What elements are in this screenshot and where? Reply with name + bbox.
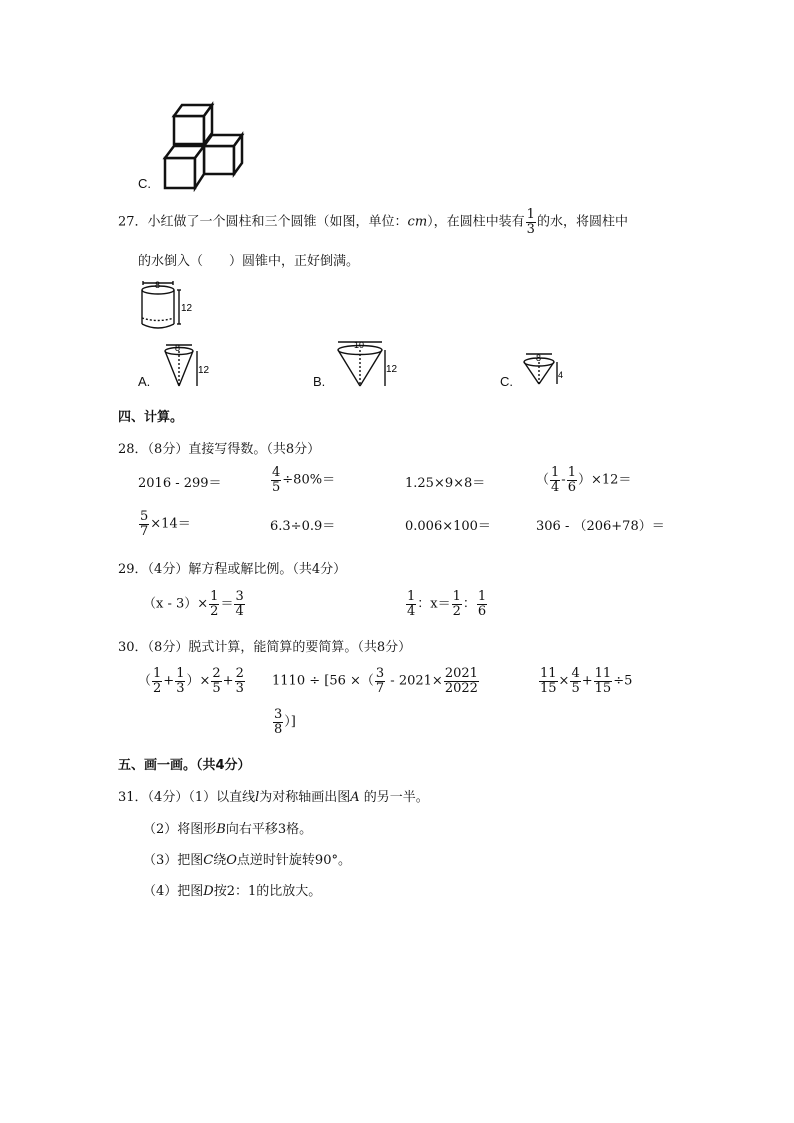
q28-expr-5: $\frac{5}{7}$ ×14＝ xyxy=(140,509,191,539)
q30-expr-b: 1110 ÷ [56 ×（ $\frac{3}{7}$ - 2021× $\frac{2021}{2022}$ xyxy=(272,666,478,696)
q27-line1: 27．小红做了一个圆柱和三个圆锥（如图，单位：cm），在圆柱中装有 $\frac{1}{3}$ 的水，将圆柱中 xyxy=(118,207,628,237)
q30-expr-a: （ $\frac{1}{2}$ + $\frac{1}{3}$ ）× $\frac{2}{5}$ + $\frac{2}{3}$ xyxy=(138,666,244,696)
q28-expr-8: 306 - （206+78）＝ xyxy=(536,519,665,534)
cone-c-diameter: 8 xyxy=(536,353,542,363)
q28-expr-2: $\frac{4}{5}$ ÷80%＝ xyxy=(272,465,336,495)
cylinder-figure xyxy=(135,280,195,332)
cone-a-figure xyxy=(160,343,220,391)
q30-expr-b-cont: $\frac{3}{8}$ ）] xyxy=(274,707,296,737)
q27-line2: 的水倒入（ ）圆锥中，正好倒满。 xyxy=(138,254,360,269)
cubes-figure xyxy=(160,100,250,192)
q28-expr-4: （ $\frac{1}{4}$ - $\frac{1}{6}$ ）×12＝ xyxy=(536,465,632,495)
cone-c-figure xyxy=(520,352,570,390)
q31-line-3: （3）把图C绕O点逆时针旋转90°。 xyxy=(143,853,351,868)
cone-b-figure xyxy=(334,338,404,390)
q27-option-a[interactable]: A. xyxy=(138,374,151,389)
cone-a-height: 12 xyxy=(198,365,210,376)
cone-c-height: 4 xyxy=(558,370,564,380)
q26-option-c[interactable]: C. xyxy=(138,176,151,191)
cone-a-diameter: 8 xyxy=(175,343,181,353)
q28-expr-1: 2016 - 299＝ xyxy=(138,476,222,491)
section-5-heading: 五、画一画。（共4分） xyxy=(118,758,251,773)
q29-title: 29．（4分）解方程或解比例。（共4分） xyxy=(118,562,347,577)
cone-b-diameter: 10 xyxy=(354,340,365,350)
q28-expr-6: 6.3÷0.9＝ xyxy=(270,519,336,534)
q31-line-4: （4）把图D按2：1的比放大。 xyxy=(143,884,322,899)
q27-option-b[interactable]: B. xyxy=(313,374,326,389)
cylinder-height: 12 xyxy=(181,303,193,314)
q28-expr-3: 1.25×9×8＝ xyxy=(405,476,486,491)
cylinder-diameter: 8 xyxy=(155,280,161,290)
q30-expr-c: $\frac{11}{15}$ × $\frac{4}{5}$ + $\frac{11}{15}$ ÷5 xyxy=(540,666,633,696)
q31-line-2: （2）将图形B向右平移3格。 xyxy=(143,822,313,837)
cone-b-height: 12 xyxy=(386,364,398,375)
q31-line-1: 31．（4分）（1）以直线l为对称轴画出图A 的另一半。 xyxy=(118,790,429,805)
q28-expr-7: 0.006×100＝ xyxy=(405,519,491,534)
q30-title: 30．（8分）脱式计算，能简算的要简算。（共8分） xyxy=(118,640,412,655)
q28-title: 28．（8分）直接写得数。（共8分） xyxy=(118,442,321,457)
q27-option-c[interactable]: C. xyxy=(500,374,513,389)
q29-proportion-b: $\frac{1}{4}$ ：x＝ $\frac{1}{2}$ ： $\frac{1}{6}$ xyxy=(407,589,487,619)
q29-equation-a: （x - 3）× $\frac{1}{2}$ ＝ $\frac{3}{4}$ xyxy=(143,589,244,619)
section-4-heading: 四、计算。 xyxy=(118,410,184,425)
